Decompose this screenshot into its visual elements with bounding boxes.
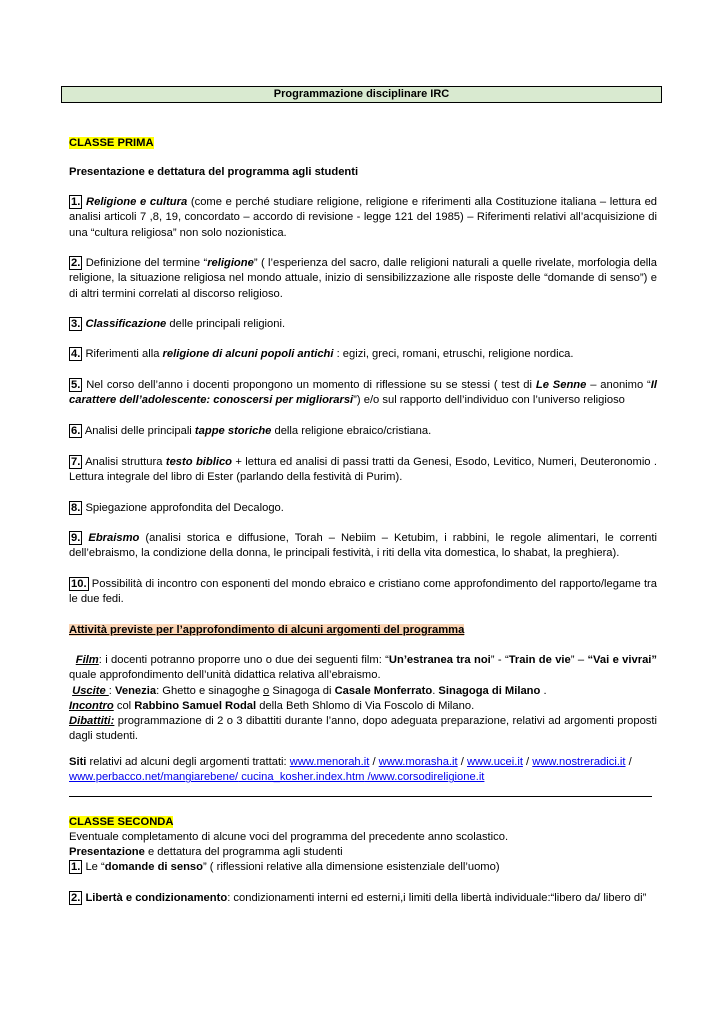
siti-paragraph: Siti relativi ad alcuni degli argomenti trattati: www.menorah.it / www.morasha.it / www.ucei.it / www.nostreradici.it / www.perbacco.net/mangiarebene/ cucina_kosher.index.htm /www.corsodireligione.it: [69, 756, 632, 784]
section-heading-seconda: CLASSE SECONDA: [69, 816, 174, 828]
list-item-8: 8. Spiegazione approfondita del Decalogo.: [71, 502, 284, 514]
incontro-line: Incontro col Rabbino Samuel Rodal della Beth Shlomo di Via Foscolo di Milano.: [69, 700, 475, 712]
section-heading-attivita: Attività previste per l’approfondimento di alcuni argomenti del programma: [69, 624, 465, 636]
dibattiti-paragraph: Dibattiti: programmazione di 2 o 3 dibattiti durante l’anno, dopo adeguata preparazione, relativi ad argomenti proposti dagli studenti.: [69, 715, 657, 743]
link-corsodireligione[interactable]: /www.corsodireligione.it: [364, 771, 485, 784]
uscite-line: Uscite : Venezia: Ghetto e sinagoghe o Sinagoga di Casale Monferrato. Sinagoga di Milano .: [72, 685, 547, 697]
section-heading-prima: CLASSE PRIMA: [69, 137, 154, 149]
film-paragraph: Film: i docenti potranno proporre uno o due dei seguenti film: “Un’estranea tra noi” - “Train de vie” – “Vai e vivrai” quale approfondimento dell’unità didattica relativa all’ebraismo.: [69, 654, 658, 682]
link-menorah[interactable]: www.menorah.it: [289, 756, 370, 768]
seconda-item-1: 1. Le “domande di senso” ( riflessioni relative alla dimensione esistenziale dell’uomo): [71, 861, 500, 873]
seconda-line-1: Eventuale completamento di alcune voci del programma del precedente anno scolastico.: [69, 831, 509, 843]
link-nostreradici[interactable]: www.nostreradici.it: [532, 756, 626, 768]
seconda-line-2: Presentazione e dettatura del programma agli studenti: [69, 846, 343, 858]
list-item-4: 4. Riferimenti alla religione di alcuni popoli antichi : egizi, greci, romani, etruschi, religione nordica.: [71, 348, 574, 360]
intro-line: Presentazione e dettatura del programma agli studenti: [69, 166, 359, 178]
list-item-5: 5. Nel corso dell’anno i docenti propongono un momento di riflessione su se stessi ( test di Le Senne – anonimo “Il carattere dell’adolescente: conoscersi per migliorarsi”) e/o sul rapporto dell’individuo con l’universo religioso: [69, 379, 657, 407]
list-item-1: 1. Religione e cultura (come e perché studiare religione, religione e riferimenti alla Costituzione italiana – lettura ed analisi articoli 7 ,8, 19, concordato – accordo di revisione - legge 121 del 1985) – Riferimenti relativi all’acquisizione di una “cultura religiosa” non solo nozionistica.: [69, 196, 658, 239]
list-item-9: 9. Ebraismo (analisi storica e diffusione, Torah – Nebiim – Ketubim, i rabbini, le regole alimentari, le correnti dell’ebraismo, la condizione della donna, le principali festività, i riti della vita domestica, lo shabat, la preghiera).: [69, 532, 657, 560]
link-ucei[interactable]: www.ucei.it: [466, 756, 523, 768]
list-item-7: 7. Analisi struttura testo biblico + lettura ed analisi di passi tratti da Genesi, Esodo, Levitico, Numeri, Deuteronomio . Lettura integrale del libro di Ester (parlando della festività di Purim).: [69, 456, 658, 484]
page-title: Programmazione disciplinare IRC: [61, 86, 662, 103]
list-item-2: 2. Definizione del termine “religione” ( l’esperienza del sacro, dalle religioni naturali a quelle rivelate, morfologia della religione, la situazione religiosa nel mondo attuale, inizio di sensibilizzazione alle risposte delle “domande di senso”) e di altri termini correlati al discorso religioso.: [69, 257, 657, 300]
link-cucina-kosher[interactable]: cucina_kosher.index.htm: [238, 771, 365, 784]
link-morasha[interactable]: www.morasha.it: [378, 756, 458, 768]
divider: [69, 796, 652, 797]
link-perbacco[interactable]: www.perbacco.net/mangiarebene/: [69, 771, 239, 784]
seconda-item-2: 2. Libertà e condizionamento: condizionamenti interni ed esterni,i limiti della libertà individuale:“libero da/ libero di”: [71, 892, 647, 904]
list-item-3: 3. Classificazione delle principali religioni.: [71, 318, 286, 330]
list-item-6: 6. Analisi delle principali tappe storiche della religione ebraico/cristiana.: [71, 425, 432, 437]
list-item-10: 10. Possibilità di incontro con esponenti del mondo ebraico e cristiano come approfondimento del rapporto/legame tra le due fedi.: [69, 578, 657, 606]
